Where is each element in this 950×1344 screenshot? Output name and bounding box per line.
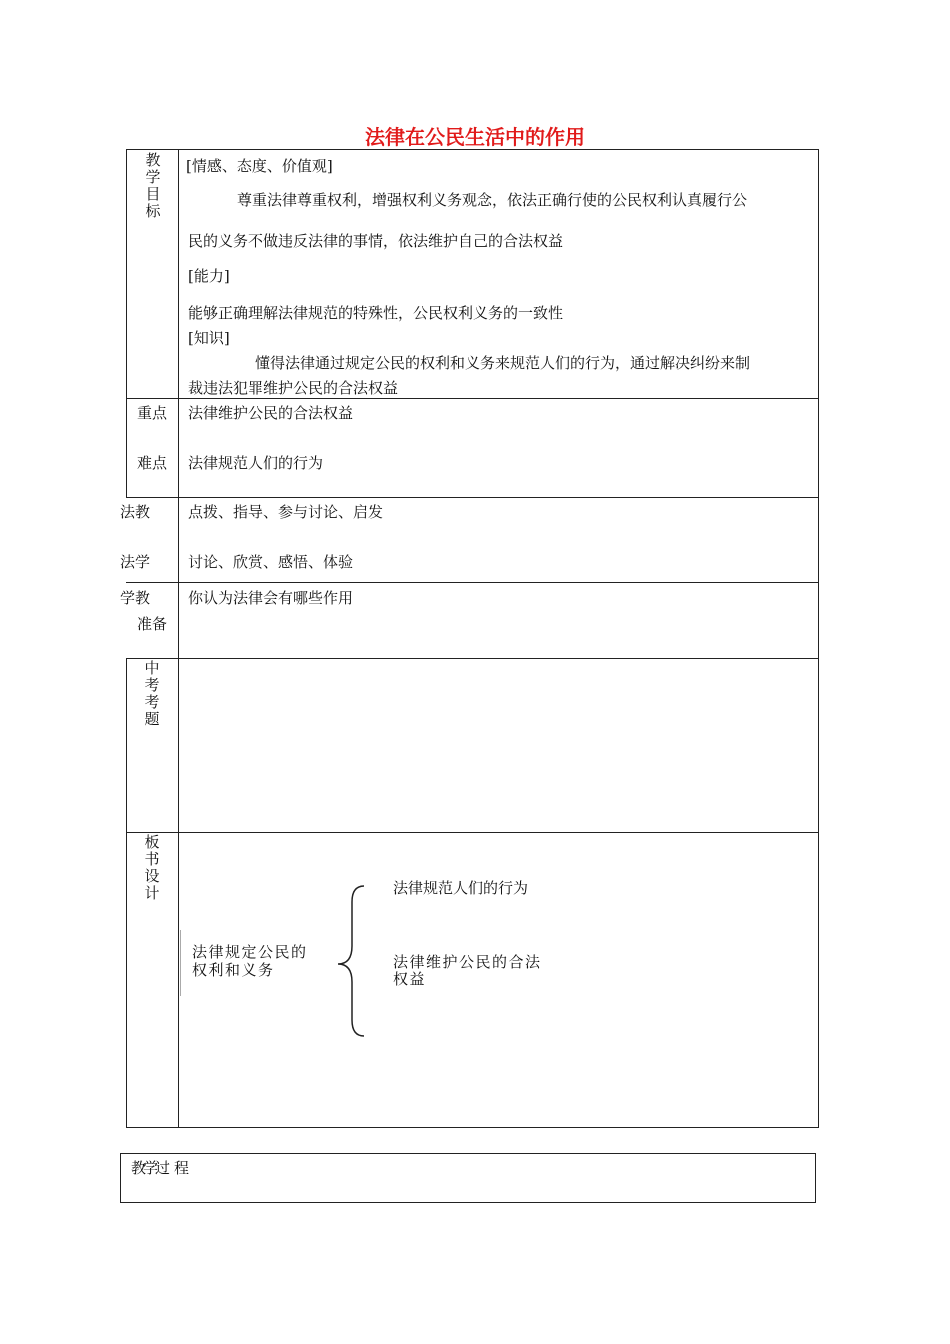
ability-heading: [能力] xyxy=(188,267,230,285)
preparation-label-line2: 准备 xyxy=(137,615,168,633)
process-label: 教学过 xyxy=(131,1159,168,1177)
board-right-top: 法律规范人们的行为 xyxy=(393,879,529,897)
teaching-method-label: 法教 xyxy=(120,503,151,521)
key-point-text: 法律维护公民的合法权益 xyxy=(188,404,354,422)
page-title: 法律在公民生活中的作用 xyxy=(365,125,585,149)
board-right-bottom-line2: 权益 xyxy=(393,970,427,988)
process-label-suffix: 程 xyxy=(174,1159,190,1177)
board-design-label: 板书设计 xyxy=(144,833,160,902)
key-point-label: 重点 xyxy=(137,404,168,422)
knowledge-text-line1: 懂得法律通过规定公民的权利和义务来规范人们的行为，通过解决纠纷来制 xyxy=(255,354,751,372)
board-left-line1: 法律规定公民的 xyxy=(192,943,308,961)
teaching-method-text: 点拨、指导、参与讨论、启发 xyxy=(188,503,384,521)
objectives-label: 教学目标 xyxy=(145,151,161,220)
difficult-point-label: 难点 xyxy=(137,454,168,472)
curly-brace-icon xyxy=(332,880,372,1040)
board-right-bottom-line1: 法律维护公民的合法 xyxy=(393,953,542,971)
exam-label: 中考考题 xyxy=(144,659,160,728)
emotion-text-line2: 民的义务不做违反法律的事情，依法维护自己的合法权益 xyxy=(188,232,564,250)
preparation-text: 你认为法律会有哪些作用 xyxy=(188,589,354,607)
ability-text: 能够正确理解法律规范的特殊性，公民权利义务的一致性 xyxy=(188,304,564,322)
learning-method-text: 讨论、欣赏、感悟、体验 xyxy=(188,553,354,571)
emotion-text-line1: 尊重法律尊重权利，增强权利义务观念，依法正确行使的公民权利认真履行公 xyxy=(237,191,748,209)
emotion-heading: [情感、态度、价值观] xyxy=(186,157,333,175)
knowledge-heading: [知识] xyxy=(188,329,230,347)
difficult-point-text: 法律规范人们的行为 xyxy=(188,454,324,472)
preparation-label-line1: 学教 xyxy=(120,589,151,607)
knowledge-text-line2: 裁违法犯罪维护公民的合法权益 xyxy=(188,379,399,397)
learning-method-label: 法学 xyxy=(120,553,151,571)
board-left-line2: 权利和义务 xyxy=(192,961,275,979)
